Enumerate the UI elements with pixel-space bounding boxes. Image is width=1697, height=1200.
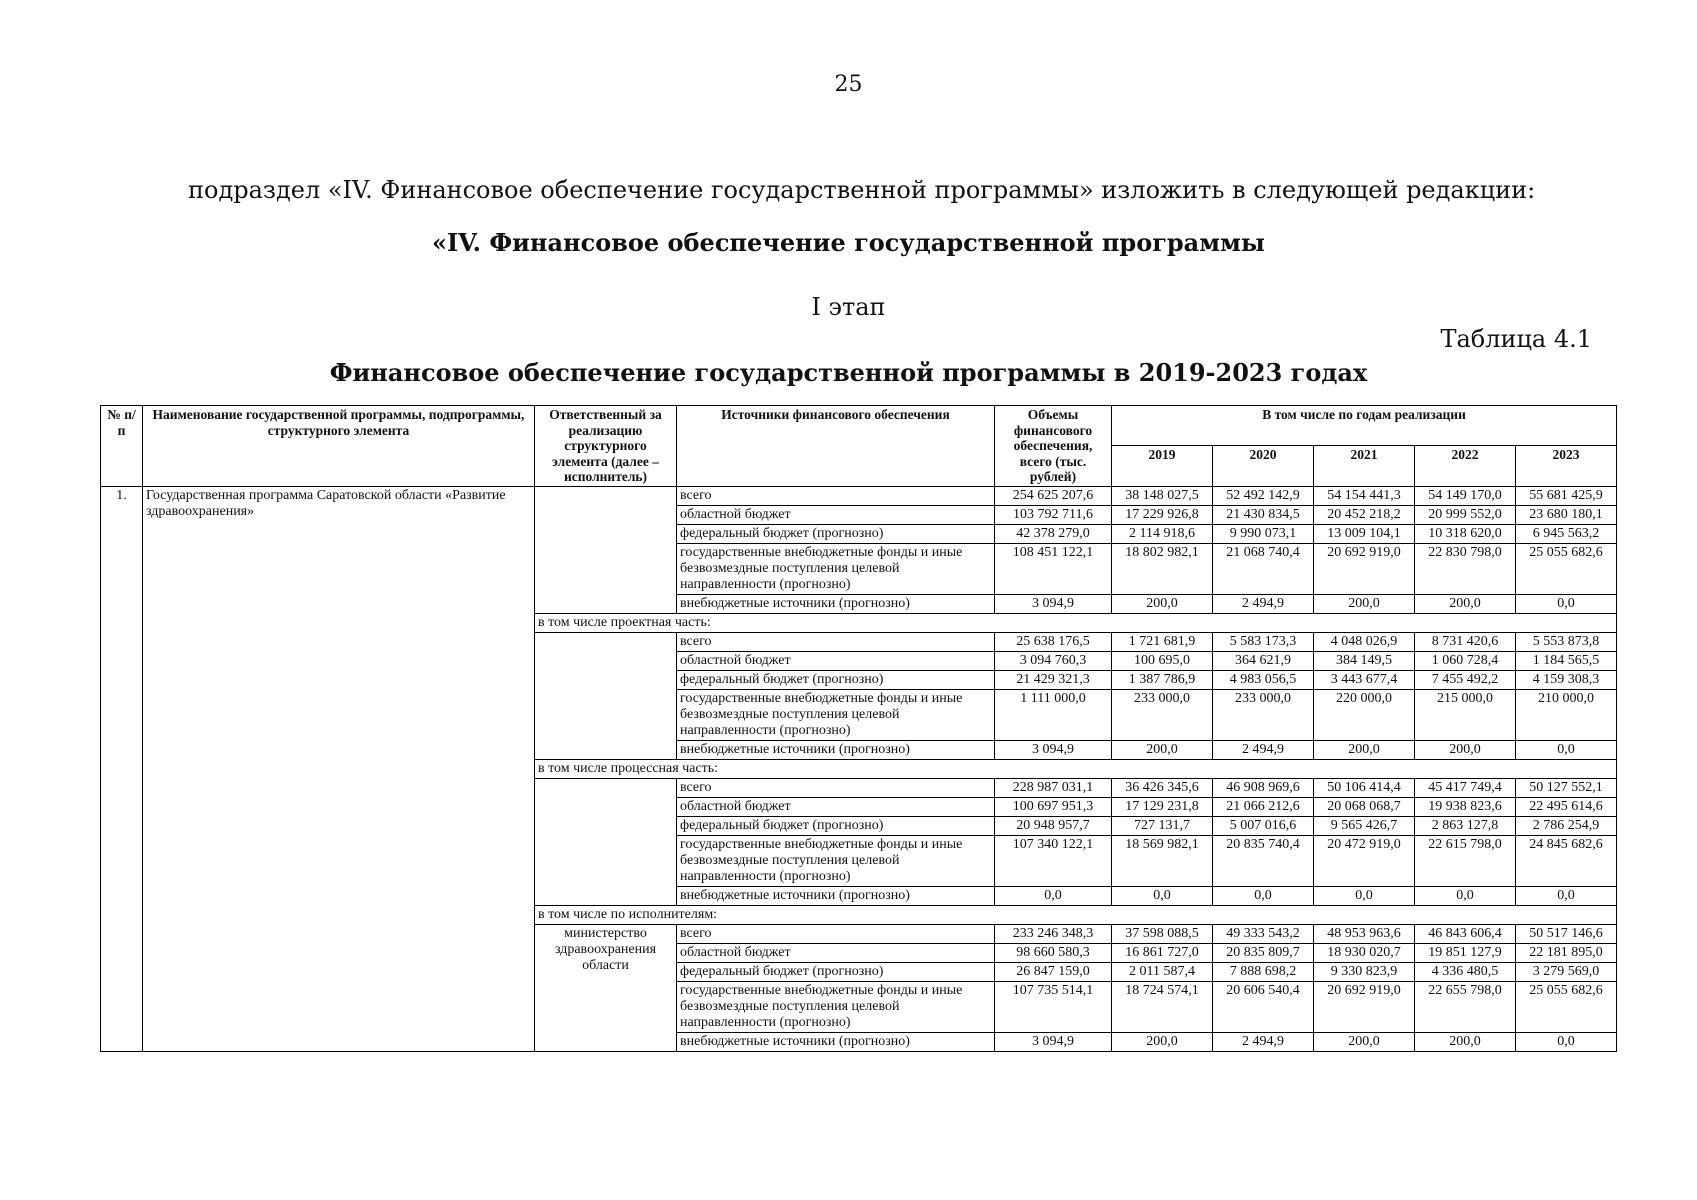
source-label: всего [677,632,995,651]
value-year: 200,0 [1112,1032,1213,1051]
section-subheader: в том числе процессная часть: [535,759,1617,778]
value-year: 18 569 982,1 [1112,835,1213,886]
value-year: 233 000,0 [1213,689,1314,740]
value-total: 3 094,9 [995,594,1112,613]
value-year: 16 861 727,0 [1112,943,1213,962]
source-label: государственные внебюджетные фонды и иные безвозмездные поступления целевой направленности (прогнозно) [677,981,995,1032]
source-label: федеральный бюджет (прогнозно) [677,816,995,835]
section-subheader: в том числе по исполнителям: [535,905,1617,924]
value-year: 54 149 170,0 [1415,486,1516,505]
value-year: 5 007 016,6 [1213,816,1314,835]
table-row [101,486,1617,505]
value-total: 107 735 514,1 [995,981,1112,1032]
value-year: 4 983 056,5 [1213,670,1314,689]
value-year: 50 517 146,6 [1516,924,1617,943]
table-body [101,486,1617,1051]
source-label: государственные внебюджетные фонды и иные безвозмездные поступления целевой направленности (прогнозно) [677,689,995,740]
value-year: 200,0 [1415,740,1516,759]
value-year: 20 068 068,7 [1314,797,1415,816]
intro-text: подраздел «IV. Финансовое обеспечение государственной программы» изложить в следующей редакции: [188,176,1536,204]
value-year: 1 721 681,9 [1112,632,1213,651]
value-year: 727 131,7 [1112,816,1213,835]
value-total: 26 847 159,0 [995,962,1112,981]
value-year: 21 066 212,6 [1213,797,1314,816]
value-year: 100 695,0 [1112,651,1213,670]
source-label: внебюджетные источники (прогнозно) [677,740,995,759]
row-number: 1. [101,486,143,1051]
value-year: 20 692 919,0 [1314,543,1415,594]
value-total: 108 451 122,1 [995,543,1112,594]
value-year: 2 863 127,8 [1415,816,1516,835]
value-year: 20 472 919,0 [1314,835,1415,886]
value-year: 36 426 345,6 [1112,778,1213,797]
value-year: 2 494,9 [1213,740,1314,759]
value-year: 200,0 [1314,594,1415,613]
value-year: 0,0 [1516,1032,1617,1051]
value-year: 215 000,0 [1415,689,1516,740]
value-year: 48 953 963,6 [1314,924,1415,943]
value-total: 3 094 760,3 [995,651,1112,670]
value-year: 200,0 [1314,1032,1415,1051]
source-label: областной бюджет [677,505,995,524]
program-name: Государственная программа Саратовской области «Развитие здравоохранения» [143,486,535,1051]
value-total: 233 246 348,3 [995,924,1112,943]
source-label: федеральный бюджет (прогнозно) [677,670,995,689]
value-total: 0,0 [995,886,1112,905]
value-year: 21 068 740,4 [1213,543,1314,594]
value-year: 20 835 809,7 [1213,943,1314,962]
value-total: 42 378 279,0 [995,524,1112,543]
value-year: 1 387 786,9 [1112,670,1213,689]
value-year: 0,0 [1314,886,1415,905]
source-label: областной бюджет [677,797,995,816]
value-year: 22 830 798,0 [1415,543,1516,594]
source-label: областной бюджет [677,943,995,962]
header-responsible: Ответственный за реализацию структурного элемента (далее – исполнитель) [535,406,677,487]
value-year: 13 009 104,1 [1314,524,1415,543]
value-year: 18 802 982,1 [1112,543,1213,594]
value-year: 19 851 127,9 [1415,943,1516,962]
value-year: 6 945 563,2 [1516,524,1617,543]
value-year: 18 930 020,7 [1314,943,1415,962]
value-year: 49 333 543,2 [1213,924,1314,943]
value-year: 37 598 088,5 [1112,924,1213,943]
value-year: 9 565 426,7 [1314,816,1415,835]
value-total: 228 987 031,1 [995,778,1112,797]
value-year: 1 060 728,4 [1415,651,1516,670]
value-year: 25 055 682,6 [1516,543,1617,594]
value-year: 46 908 969,6 [1213,778,1314,797]
value-year: 0,0 [1516,594,1617,613]
value-year: 10 318 620,0 [1415,524,1516,543]
header-by-years: В том числе по годам реализации [1112,406,1617,446]
value-total: 254 625 207,6 [995,486,1112,505]
section-subheader: в том числе проектная часть: [535,613,1617,632]
value-year: 200,0 [1112,740,1213,759]
value-year: 2 114 918,6 [1112,524,1213,543]
header-num: № п/п [101,406,143,487]
header-year: 2022 [1415,446,1516,486]
header-year: 2019 [1112,446,1213,486]
value-total: 100 697 951,3 [995,797,1112,816]
source-label: государственные внебюджетные фонды и иные безвозмездные поступления целевой направленности (прогнозно) [677,543,995,594]
value-year: 0,0 [1112,886,1213,905]
value-year: 22 615 798,0 [1415,835,1516,886]
source-label: внебюджетные источники (прогнозно) [677,1032,995,1051]
value-year: 4 159 308,3 [1516,670,1617,689]
value-year: 24 845 682,6 [1516,835,1617,886]
value-year: 55 681 425,9 [1516,486,1617,505]
value-total: 103 792 711,6 [995,505,1112,524]
header-year: 2020 [1213,446,1314,486]
header-name: Наименование государственной программы, подпрограммы, структурного элемента [143,406,535,487]
value-year: 0,0 [1516,740,1617,759]
table-title: Финансовое обеспечение государственной программы в 2019-2023 годах [329,358,1368,387]
value-year: 19 938 823,6 [1415,797,1516,816]
value-year: 0,0 [1516,886,1617,905]
value-total: 20 948 957,7 [995,816,1112,835]
value-year: 21 430 834,5 [1213,505,1314,524]
source-label: всего [677,486,995,505]
value-year: 200,0 [1314,740,1415,759]
page-number: 25 [834,72,863,97]
value-year: 2 494,9 [1213,594,1314,613]
value-year: 2 786 254,9 [1516,816,1617,835]
executor-cell [535,632,677,759]
source-label: всего [677,924,995,943]
value-total: 21 429 321,3 [995,670,1112,689]
executor-cell: министерство здравоохранения области [535,924,677,1051]
value-year: 364 621,9 [1213,651,1314,670]
value-year: 25 055 682,6 [1516,981,1617,1032]
value-year: 200,0 [1415,594,1516,613]
value-year: 0,0 [1415,886,1516,905]
value-year: 2 011 587,4 [1112,962,1213,981]
value-year: 5 553 873,8 [1516,632,1617,651]
source-label: федеральный бюджет (прогнозно) [677,962,995,981]
value-total: 25 638 176,5 [995,632,1112,651]
value-year: 4 336 480,5 [1415,962,1516,981]
financing-table [100,405,1617,1052]
value-year: 54 154 441,3 [1314,486,1415,505]
value-total: 1 111 000,0 [995,689,1112,740]
source-label: всего [677,778,995,797]
source-label: федеральный бюджет (прогнозно) [677,524,995,543]
value-year: 384 149,5 [1314,651,1415,670]
header-year: 2021 [1314,446,1415,486]
header-year: 2023 [1516,446,1617,486]
value-year: 20 606 540,4 [1213,981,1314,1032]
value-year: 20 692 919,0 [1314,981,1415,1032]
value-year: 3 279 569,0 [1516,962,1617,981]
value-year: 8 731 420,6 [1415,632,1516,651]
value-year: 0,0 [1213,886,1314,905]
source-label: внебюджетные источники (прогнозно) [677,886,995,905]
value-year: 9 990 073,1 [1213,524,1314,543]
value-year: 200,0 [1112,594,1213,613]
source-label: государственные внебюджетные фонды и иные безвозмездные поступления целевой направленности (прогнозно) [677,835,995,886]
value-year: 50 127 552,1 [1516,778,1617,797]
header-volume: Объемы финансового обеспечения, всего (тыс. рублей) [995,406,1112,487]
value-year: 4 048 026,9 [1314,632,1415,651]
value-year: 22 181 895,0 [1516,943,1617,962]
value-year: 20 452 218,2 [1314,505,1415,524]
header-sources: Источники финансового обеспечения [677,406,995,487]
value-total: 98 660 580,3 [995,943,1112,962]
executor-cell [535,486,677,613]
value-year: 7 455 492,2 [1415,670,1516,689]
executor-cell [535,778,677,905]
value-year: 23 680 180,1 [1516,505,1617,524]
value-year: 17 229 926,8 [1112,505,1213,524]
value-total: 3 094,9 [995,1032,1112,1051]
table-header-row [101,406,1617,446]
source-label: областной бюджет [677,651,995,670]
value-year: 22 655 798,0 [1415,981,1516,1032]
value-total: 3 094,9 [995,740,1112,759]
value-year: 233 000,0 [1112,689,1213,740]
value-year: 46 843 606,4 [1415,924,1516,943]
section-title: «IV. Финансовое обеспечение государственной программы [431,228,1265,257]
value-year: 20 835 740,4 [1213,835,1314,886]
value-year: 45 417 749,4 [1415,778,1516,797]
source-label: внебюджетные источники (прогнозно) [677,594,995,613]
value-year: 200,0 [1415,1032,1516,1051]
stage-label: I этап [811,293,886,321]
value-year: 17 129 231,8 [1112,797,1213,816]
value-year: 7 888 698,2 [1213,962,1314,981]
value-year: 52 492 142,9 [1213,486,1314,505]
value-year: 210 000,0 [1516,689,1617,740]
value-year: 22 495 614,6 [1516,797,1617,816]
value-year: 5 583 173,3 [1213,632,1314,651]
value-year: 50 106 414,4 [1314,778,1415,797]
table-label: Таблица 4.1 [1440,325,1592,353]
value-year: 220 000,0 [1314,689,1415,740]
value-year: 38 148 027,5 [1112,486,1213,505]
value-year: 3 443 677,4 [1314,670,1415,689]
value-year: 2 494,9 [1213,1032,1314,1051]
value-year: 18 724 574,1 [1112,981,1213,1032]
value-year: 9 330 823,9 [1314,962,1415,981]
value-total: 107 340 122,1 [995,835,1112,886]
value-year: 20 999 552,0 [1415,505,1516,524]
value-year: 1 184 565,5 [1516,651,1617,670]
